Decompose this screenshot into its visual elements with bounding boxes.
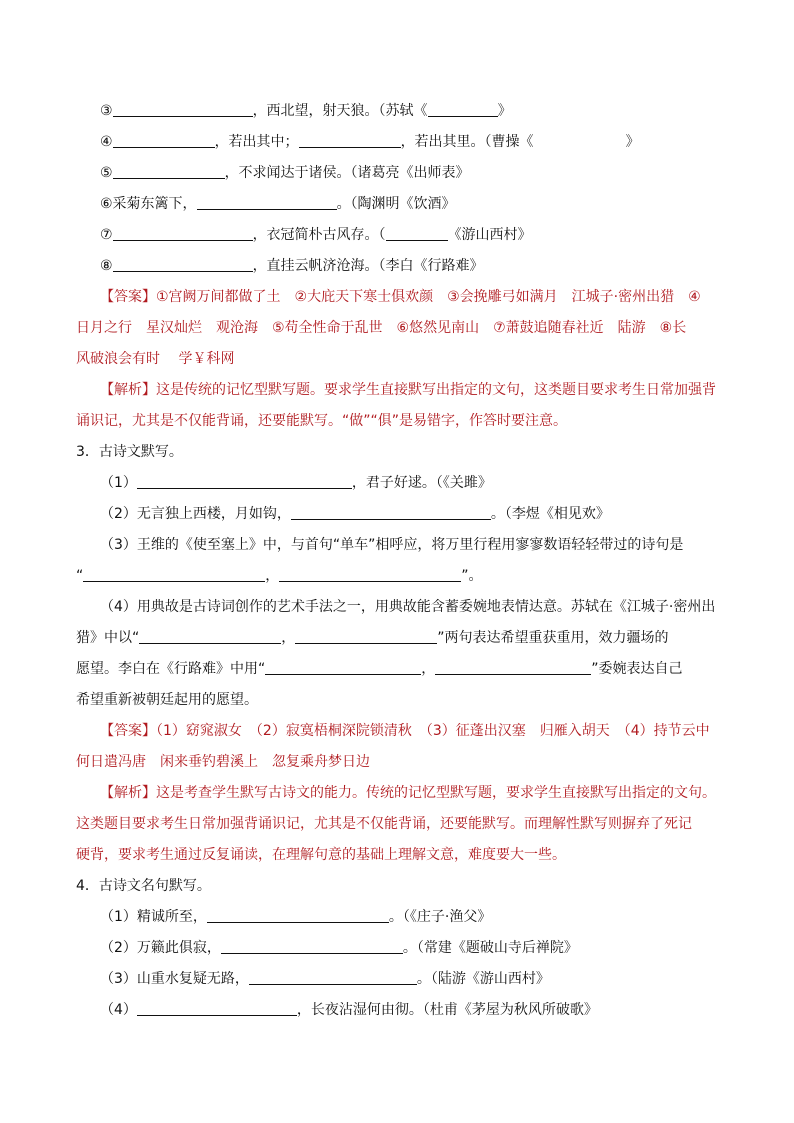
question-3-title (0, 442, 794, 462)
answer-blank[interactable] (295, 629, 437, 644)
item-number: （4） (100, 1002, 137, 1018)
line-text: 希望重新被朝廷起用的愿望。 (76, 692, 258, 708)
item-number: （1） (100, 475, 137, 491)
line-text: ，不求闻达于诸侯。（诸葛亮《出师表》 (224, 165, 470, 181)
analysis-block (0, 783, 794, 803)
q3-sub-4-line2 (0, 628, 794, 648)
analysis-line (0, 814, 794, 834)
answer-block (0, 721, 794, 741)
analysis-tag: 【解析】 (100, 382, 156, 398)
q4-sub-4 (0, 1000, 794, 1020)
fill-line-7 (0, 225, 794, 245)
q3-sub-3-blanks (0, 566, 794, 586)
line-text: ， (281, 630, 296, 646)
answer-blank[interactable] (265, 660, 421, 675)
line-text: 。（常建《题破山寺后禅院》 (402, 940, 578, 956)
question-title: 4．古诗文名句默写。 (76, 878, 211, 894)
line-text: 。（《庄子·渔父》 (388, 909, 492, 925)
fill-line-3 (0, 101, 794, 121)
q3-sub-2 (0, 504, 794, 524)
answer-blank[interactable] (113, 226, 253, 241)
answer-tag: 【答案】 (100, 723, 156, 739)
line-text: （2）万籁此俱寂， (100, 940, 221, 956)
answer-blank[interactable] (291, 505, 491, 520)
answer-blank[interactable] (139, 629, 281, 644)
answer-blank[interactable] (137, 1001, 297, 1016)
line-text: ， (265, 568, 280, 584)
line-text: ”。 (461, 568, 483, 584)
item-number: ⑤ (100, 165, 113, 181)
fill-line-4 (0, 132, 794, 152)
line-text: （3）王维的《使至塞上》中，与首句“单车”相呼应，将万里行程用寥寥数语轻轻带过的诗句是 (100, 537, 684, 553)
answer-blank[interactable] (197, 195, 337, 210)
line-text: ⑥采菊东篱下， (100, 196, 197, 212)
analysis-line (0, 411, 794, 431)
line-text: ，若出其中； (214, 134, 299, 150)
line-text: 猎》中以“ (76, 630, 140, 646)
answer-blank[interactable] (137, 474, 352, 489)
line-text: （1）精诚所至， (100, 909, 207, 925)
analysis-block (0, 380, 794, 400)
answer-blank[interactable] (299, 133, 401, 148)
item-number: ⑦ (100, 227, 113, 243)
analysis-text: 诵识记，尤其是不仅能背诵，还要能默写。“做”“俱”是易错字，作答时要注意。 (76, 413, 568, 429)
q3-sub-4 (0, 597, 794, 617)
answer-line (0, 752, 794, 772)
answer-blank[interactable] (221, 939, 403, 954)
answer-blank[interactable] (428, 102, 498, 117)
answer-text: （1）窈窕淑女 （2）寂寞梧桐深院锁清秋 （3）征蓬出汉塞 归雁入胡天 （4）持节云中 (156, 723, 710, 739)
line-text: ，若出其里。（曹操《 (400, 134, 534, 150)
line-text: ”两句表达希望重获重用，效力疆场的 (437, 630, 669, 646)
answer-blank[interactable] (386, 226, 448, 241)
answer-text: ①宫阙万间都做了土 ②大庇天下寒士俱欢颜 ③会挽雕弓如满月 江城子·密州出猎 ④ (156, 289, 701, 305)
answer-text: 何日遣冯唐 闲来垂钓碧溪上 忽复乘舟梦日边 (76, 754, 370, 770)
line-text: 。（李煜《相见欢》 (490, 506, 610, 522)
answer-blank[interactable] (113, 133, 215, 148)
line-text: （3）山重水复疑无路， (100, 971, 249, 987)
analysis-text: 硬背，要求考生通过反复诵读，在理解句意的基础上理解文意，难度要大一些。 (76, 847, 566, 863)
answer-blank[interactable] (113, 164, 225, 179)
fill-line-8 (0, 256, 794, 276)
answer-blank[interactable] (113, 102, 253, 117)
analysis-text: 这是传统的记忆型默写题。要求学生直接默写出指定的文句，这类题目要求考生日常加强背 (156, 382, 716, 398)
line-text: ，长夜沾湿何由彻。（杜甫《茅屋为秋风所破歌》 (296, 1002, 598, 1018)
q4-sub-3 (0, 969, 794, 989)
analysis-line (0, 845, 794, 865)
line-text: ，衣冠简朴古风存。（ (252, 227, 386, 243)
answer-block (0, 287, 794, 307)
q4-sub-1 (0, 907, 794, 927)
fill-line-6 (0, 194, 794, 214)
analysis-text: 这是考查学生默写古诗文的能力。传统的记忆型默写题，要求学生直接默写出指定的文句。 (156, 785, 716, 801)
fill-line-5 (0, 163, 794, 183)
q3-sub-3 (0, 535, 794, 555)
item-number: ③ (100, 103, 113, 119)
answer-line (0, 318, 794, 338)
question-title: 3．古诗文默写。 (76, 444, 183, 460)
answer-blank[interactable] (249, 970, 417, 985)
answer-blank[interactable] (435, 660, 591, 675)
line-text: ，君子好逑。（《关雎》 (351, 475, 492, 491)
q3-sub-4-line3 (0, 659, 794, 679)
analysis-text: 这类题目要求考生日常加强背诵识记，尤其是不仅能背诵，还要能默写。而理解性默写则摒弃了死记 (76, 816, 692, 832)
line-text: ，西北望，射天狼。（苏轼《 (252, 103, 428, 119)
answer-blank[interactable] (279, 567, 461, 582)
line-text: （4）用典故是古诗词创作的艺术手法之一，用典故能含蓄委婉地表情达意。苏轼在《江城子·密州出 (100, 599, 716, 615)
answer-blank[interactable] (207, 908, 389, 923)
q4-sub-2 (0, 938, 794, 958)
line-text: ，直挂云帆济沧海。（李白《行路难》 (252, 258, 484, 274)
answer-tag: 【答案】 (100, 289, 156, 305)
line-text: 》 (497, 103, 512, 119)
line-text: 。（陶渊明《饮酒》 (336, 196, 456, 212)
item-number: ④ (100, 134, 113, 150)
analysis-tag: 【解析】 (100, 785, 156, 801)
answer-text: 日月之行 星汉灿烂 观沧海 ⑤苟全性命于乱世 ⑥悠然见南山 ⑦萧鼓追随春社近 陆游 ⑧长 (76, 320, 687, 336)
question-4-title (0, 876, 794, 896)
item-number: ⑧ (100, 258, 113, 274)
line-text: ， (421, 661, 436, 677)
answer-blank[interactable] (83, 567, 265, 582)
line-text: 。（陆游《游山西村》 (416, 971, 550, 987)
line-text: ”委婉表达自己 (591, 661, 683, 677)
line-text: 》 (625, 134, 640, 150)
line-text: “ (76, 568, 84, 584)
line-text: 《游山西村》 (447, 227, 532, 243)
answer-text: 风破浪会有时 学￥科网 (76, 351, 235, 367)
line-text: （2）无言独上西楼，月如钩， (100, 506, 291, 522)
line-text: 愿望。李白在《行路难》中用“ (76, 661, 266, 677)
q3-sub-4-line4 (0, 690, 794, 710)
answer-blank[interactable] (113, 257, 253, 272)
answer-line (0, 349, 794, 369)
q3-sub-1 (0, 473, 794, 493)
